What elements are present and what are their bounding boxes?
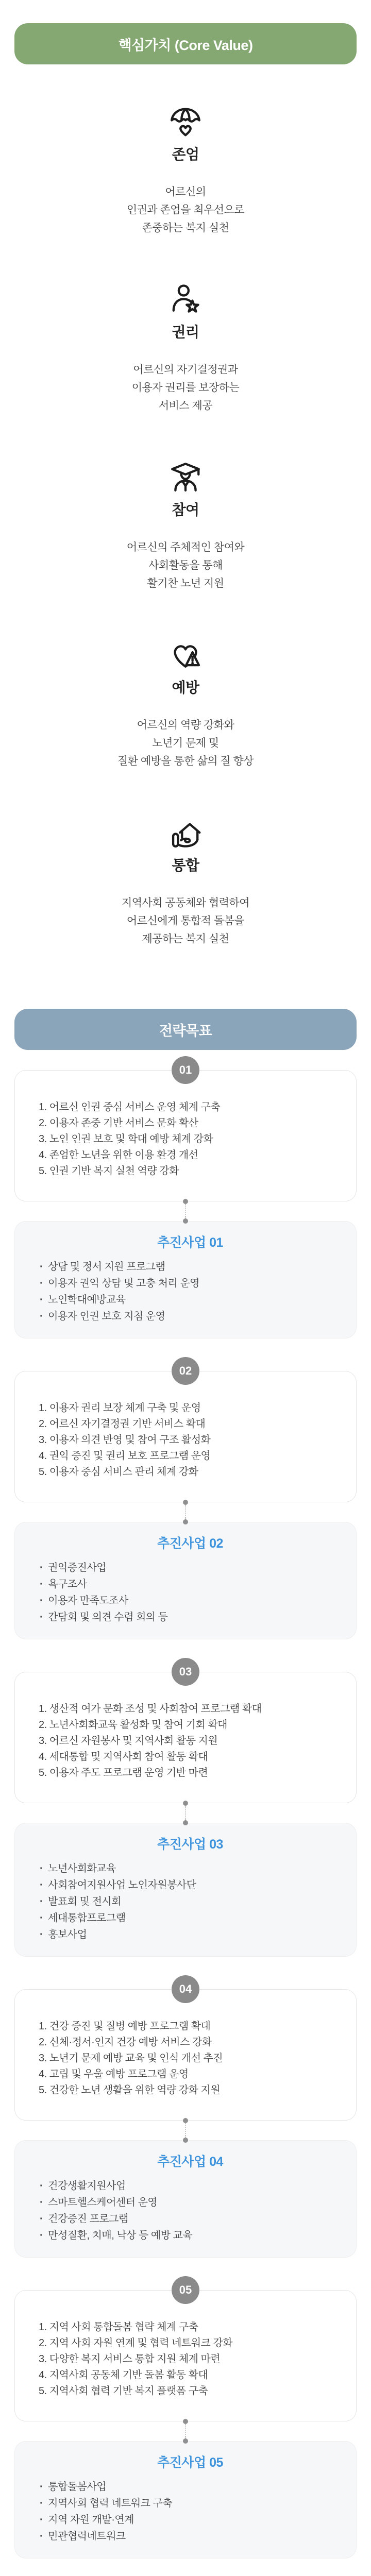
program-item-label: 스마트헬스케어센터 운영 <box>48 2197 158 2208</box>
program-item <box>40 1275 341 1292</box>
program-item <box>40 2211 341 2227</box>
value-line: 어르신의 <box>165 186 206 198</box>
goal-item: 4. 지역사회 공동체 기반 돌봄 활동 확대 <box>39 2369 208 2381</box>
value-title: 존엄 <box>172 146 199 162</box>
goal-item: 5. 이용자 주도 프로그램 운영 기반 마련 <box>39 1767 208 1778</box>
bullet-marker: · <box>40 2531 43 2542</box>
goal-number-badge: 04 <box>172 1975 199 2003</box>
value-line: 어르신의 역량 강화와 <box>137 719 234 731</box>
program-item <box>40 1877 341 1893</box>
connector-line <box>185 1204 186 1218</box>
connector-line <box>185 1505 186 1519</box>
goal-item: 5. 인권 기반 복지 실천 역량 강화 <box>39 1165 179 1177</box>
goal-item: 1. 생산적 여가 문화 조성 및 사회참여 프로그램 확대 <box>39 1703 262 1715</box>
goal-group-02 <box>0 1357 371 1639</box>
goal-item: 5. 이용자 중심 서비스 관리 체계 강화 <box>39 1466 198 1478</box>
value-description <box>117 716 254 770</box>
program-item-label: 지역사회 협력 네트워크 구축 <box>48 2498 173 2509</box>
goal-item: 3. 어르신 자원봉사 및 지역사회 활동 지원 <box>39 1735 218 1747</box>
value-description <box>127 538 244 592</box>
program-title: 추진사업 02 <box>157 1536 223 1551</box>
connector-dot <box>183 1218 188 1224</box>
goal-number-badge: 05 <box>172 2276 199 2304</box>
program-item <box>40 1560 341 1576</box>
connector-dot <box>183 2438 188 2444</box>
connector <box>183 2419 188 2444</box>
program-item <box>40 1308 341 1325</box>
core-values-list <box>0 105 371 948</box>
bullet-marker: · <box>40 2213 43 2225</box>
program-item <box>40 2512 341 2528</box>
program-title: 추진사업 05 <box>157 2455 223 2470</box>
goal-group-04 <box>0 1975 371 2258</box>
goal-number-badge: 03 <box>172 1658 199 1686</box>
program-item <box>40 2194 341 2211</box>
value-line: 사회활동을 통해 <box>148 560 223 571</box>
program-item-label: 세대통합프로그램 <box>48 1912 126 1924</box>
goal-item: 2. 어르신 자기결정권 기반 서비스 확대 <box>39 1418 206 1430</box>
value-line: 어르신의 자기결정권과 <box>133 364 238 376</box>
value-title: 통합 <box>172 857 199 873</box>
program-item <box>40 1860 341 1877</box>
goal-card <box>14 1371 357 1502</box>
goal-item: 4. 고립 및 우울 예방 프로그램 운영 <box>39 2069 189 2080</box>
value-line: 노년기 문제 및 <box>152 737 219 749</box>
goal-item: 1. 이용자 권리 보장 체계 구축 및 운영 <box>39 1402 201 1414</box>
program-item <box>40 2495 341 2512</box>
value-title: 권리 <box>172 324 199 340</box>
bullet-marker: · <box>40 1879 43 1891</box>
goal-item: 4. 권익 증진 및 권리 보호 프로그램 운영 <box>39 1450 211 1462</box>
program-item-label: 통합돌봄사업 <box>48 2481 107 2493</box>
program-item <box>40 1576 341 1592</box>
program-item <box>40 1926 341 1943</box>
bullet-marker: · <box>40 2481 43 2493</box>
value-prevention <box>0 638 371 770</box>
value-line: 질환 예방을 통한 삶의 질 향상 <box>117 755 254 767</box>
bullet-marker: · <box>40 1562 43 1573</box>
core-values-header: 핵심가치 (Core Value) <box>14 23 357 64</box>
bullet-marker: · <box>40 2197 43 2208</box>
bullet-marker: · <box>40 2180 43 2192</box>
program-item-label: 권익증진사업 <box>48 1562 107 1573</box>
program-card <box>14 2441 357 2558</box>
program-title: 추진사업 04 <box>157 2155 223 2169</box>
value-dignity <box>0 105 371 237</box>
value-line: 이용자 권리를 보장하는 <box>131 382 240 394</box>
program-item <box>40 1609 341 1625</box>
program-item-label: 건강증진 프로그램 <box>48 2213 128 2225</box>
program-item-label: 이용자 만족도조사 <box>48 1595 128 1606</box>
bullet-marker: · <box>40 1311 43 1322</box>
goal-item: 4. 존엄한 노년을 위한 이용 환경 개선 <box>39 1149 198 1161</box>
program-item <box>40 1893 341 1910</box>
program-item-label: 만성질환, 치매, 낙상 등 예방 교육 <box>48 2230 193 2241</box>
connector-dot <box>183 1801 188 1806</box>
goal-item: 1. 지역 사회 통합돌봄 협략 체계 구축 <box>39 2321 198 2333</box>
connector-dot <box>183 2118 188 2123</box>
bullet-marker: · <box>40 1294 43 1306</box>
goal-item: 2. 신체·정서·인지 건강 예방 서비스 강화 <box>39 2037 212 2048</box>
bullet-marker: · <box>40 1278 43 1289</box>
goal-card <box>14 1070 357 1201</box>
program-item-label: 홍보사업 <box>48 1929 87 1940</box>
program-item <box>40 2479 341 2495</box>
goal-card <box>14 1989 357 2121</box>
value-line: 존중하는 복지 실천 <box>142 222 229 234</box>
connector <box>183 2118 188 2143</box>
goal-item: 2. 지역 사회 자원 연계 및 협력 네트워크 강화 <box>39 2337 233 2349</box>
value-rights <box>0 282 371 415</box>
goal-item: 4. 세대통합 및 지역사회 참여 활동 확대 <box>39 1751 208 1762</box>
goal-group-03 <box>0 1658 371 1957</box>
bullet-marker: · <box>40 1595 43 1606</box>
goal-item: 2. 이용자 존중 기반 서비스 문화 확산 <box>39 1117 198 1129</box>
goal-number-badge: 01 <box>172 1056 199 1084</box>
value-line: 인권과 존엄을 최우선으로 <box>126 204 245 216</box>
program-item-label: 노인학대예방교육 <box>48 1294 126 1306</box>
program-item-label: 이용자 권익 상담 및 고충 처리 운영 <box>48 1278 199 1289</box>
program-item <box>40 2528 341 2545</box>
value-title: 예방 <box>172 680 199 696</box>
goal-item: 2. 노년사회화교육 활성화 및 참여 기회 확대 <box>39 1719 227 1731</box>
program-card <box>14 2140 357 2258</box>
program-item-label: 노년사회화교육 <box>48 1863 116 1874</box>
bullet-marker: · <box>40 1612 43 1623</box>
connector <box>183 1500 188 1524</box>
connector-dot <box>183 1519 188 1524</box>
value-description <box>122 894 249 948</box>
strategy-groups <box>0 1056 371 2558</box>
bullet-marker: · <box>40 2498 43 2509</box>
program-item-label: 민관협력네트워크 <box>48 2531 126 2542</box>
connector-dot <box>183 1820 188 1825</box>
umbrella-heart-icon <box>168 105 203 139</box>
connector-dot <box>183 1199 188 1204</box>
value-participation <box>0 460 371 592</box>
value-line: 활기찬 노년 지원 <box>147 578 224 589</box>
goal-card <box>14 1672 357 1803</box>
bullet-marker: · <box>40 1863 43 1874</box>
program-item-label: 이용자 인권 보호 지침 운영 <box>48 1311 165 1322</box>
graduate-cap-icon <box>168 460 203 494</box>
program-item <box>40 1292 341 1308</box>
value-integration <box>0 816 371 948</box>
connector-dot <box>183 2138 188 2143</box>
goal-item: 3. 이용자 의견 반영 및 참여 구조 활성화 <box>39 1434 211 1446</box>
value-line: 어르신에게 통합적 돌봄을 <box>126 915 245 927</box>
program-item-label: 간담회 및 의견 수렴 회의 등 <box>48 1612 168 1623</box>
program-card <box>14 1823 357 1957</box>
goal-item: 3. 노인 인권 보호 및 학대 예방 체계 강화 <box>39 1133 213 1145</box>
goal-group-05 <box>0 2276 371 2558</box>
bullet-marker: · <box>40 2230 43 2241</box>
value-line: 서비스 제공 <box>158 400 213 412</box>
program-item-label: 지역 자원 개발·연계 <box>48 2514 134 2526</box>
heart-alert-icon <box>168 638 203 672</box>
program-item <box>40 2178 341 2194</box>
program-card <box>14 1522 357 1639</box>
program-item-label: 욕구조사 <box>48 1579 87 1590</box>
program-item-label: 사회참여지원사업 노인자원봉사단 <box>48 1879 196 1891</box>
connector-line <box>185 2424 186 2438</box>
connector-dot <box>183 2419 188 2424</box>
program-title: 추진사업 03 <box>157 1837 223 1852</box>
bullet-marker: · <box>40 1261 43 1273</box>
program-card <box>14 1221 357 1338</box>
program-item <box>40 2227 341 2244</box>
connector-dot <box>183 1500 188 1505</box>
goal-group-01 <box>0 1056 371 1338</box>
program-item-label: 상담 및 정서 지원 프로그램 <box>48 1261 165 1273</box>
goal-item: 1. 어르신 인권 중심 서비스 운영 체계 구축 <box>39 1101 221 1113</box>
connector-line <box>185 2123 186 2138</box>
goal-item: 3. 다양한 복지 서비스 통합 지원 체계 마련 <box>39 2353 221 2365</box>
bullet-marker: · <box>40 1896 43 1907</box>
value-line: 지역사회 공동체와 협력하여 <box>121 897 250 909</box>
bullet-marker: · <box>40 2514 43 2526</box>
bullet-marker: · <box>40 1929 43 1940</box>
program-item-label: 발표회 및 전시회 <box>48 1896 122 1907</box>
program-item <box>40 1910 341 1926</box>
program-item <box>40 1259 341 1275</box>
person-star-icon <box>168 282 203 316</box>
value-description <box>132 361 240 415</box>
value-title: 참여 <box>172 502 199 518</box>
bullet-marker: · <box>40 1579 43 1590</box>
goal-item: 1. 건강 증진 및 질병 예방 프로그램 확대 <box>39 2021 211 2032</box>
connector-line <box>185 1806 186 1820</box>
value-line: 어르신의 주체적인 참여와 <box>126 541 245 553</box>
connector <box>183 1199 188 1224</box>
strategy-header: 전략목표 <box>14 1009 357 1050</box>
goal-item: 5. 건강한 노년 생활을 위한 역량 강화 지원 <box>39 2084 221 2096</box>
program-item-label: 건강생활지원사업 <box>48 2180 126 2192</box>
house-hand-icon <box>168 816 203 850</box>
goal-card <box>14 2290 357 2421</box>
value-line: 제공하는 복지 실천 <box>142 933 229 945</box>
goal-number-badge: 02 <box>172 1357 199 1385</box>
goal-item: 5. 지역사회 협력 기반 복지 플랫폼 구축 <box>39 2385 208 2397</box>
bullet-marker: · <box>40 1912 43 1924</box>
value-description <box>127 183 244 237</box>
goal-item: 3. 노년기 문제 예방 교육 및 인식 개선 추진 <box>39 2053 223 2064</box>
program-item <box>40 1592 341 1609</box>
program-title: 추진사업 01 <box>157 1235 223 1250</box>
connector <box>183 1801 188 1825</box>
